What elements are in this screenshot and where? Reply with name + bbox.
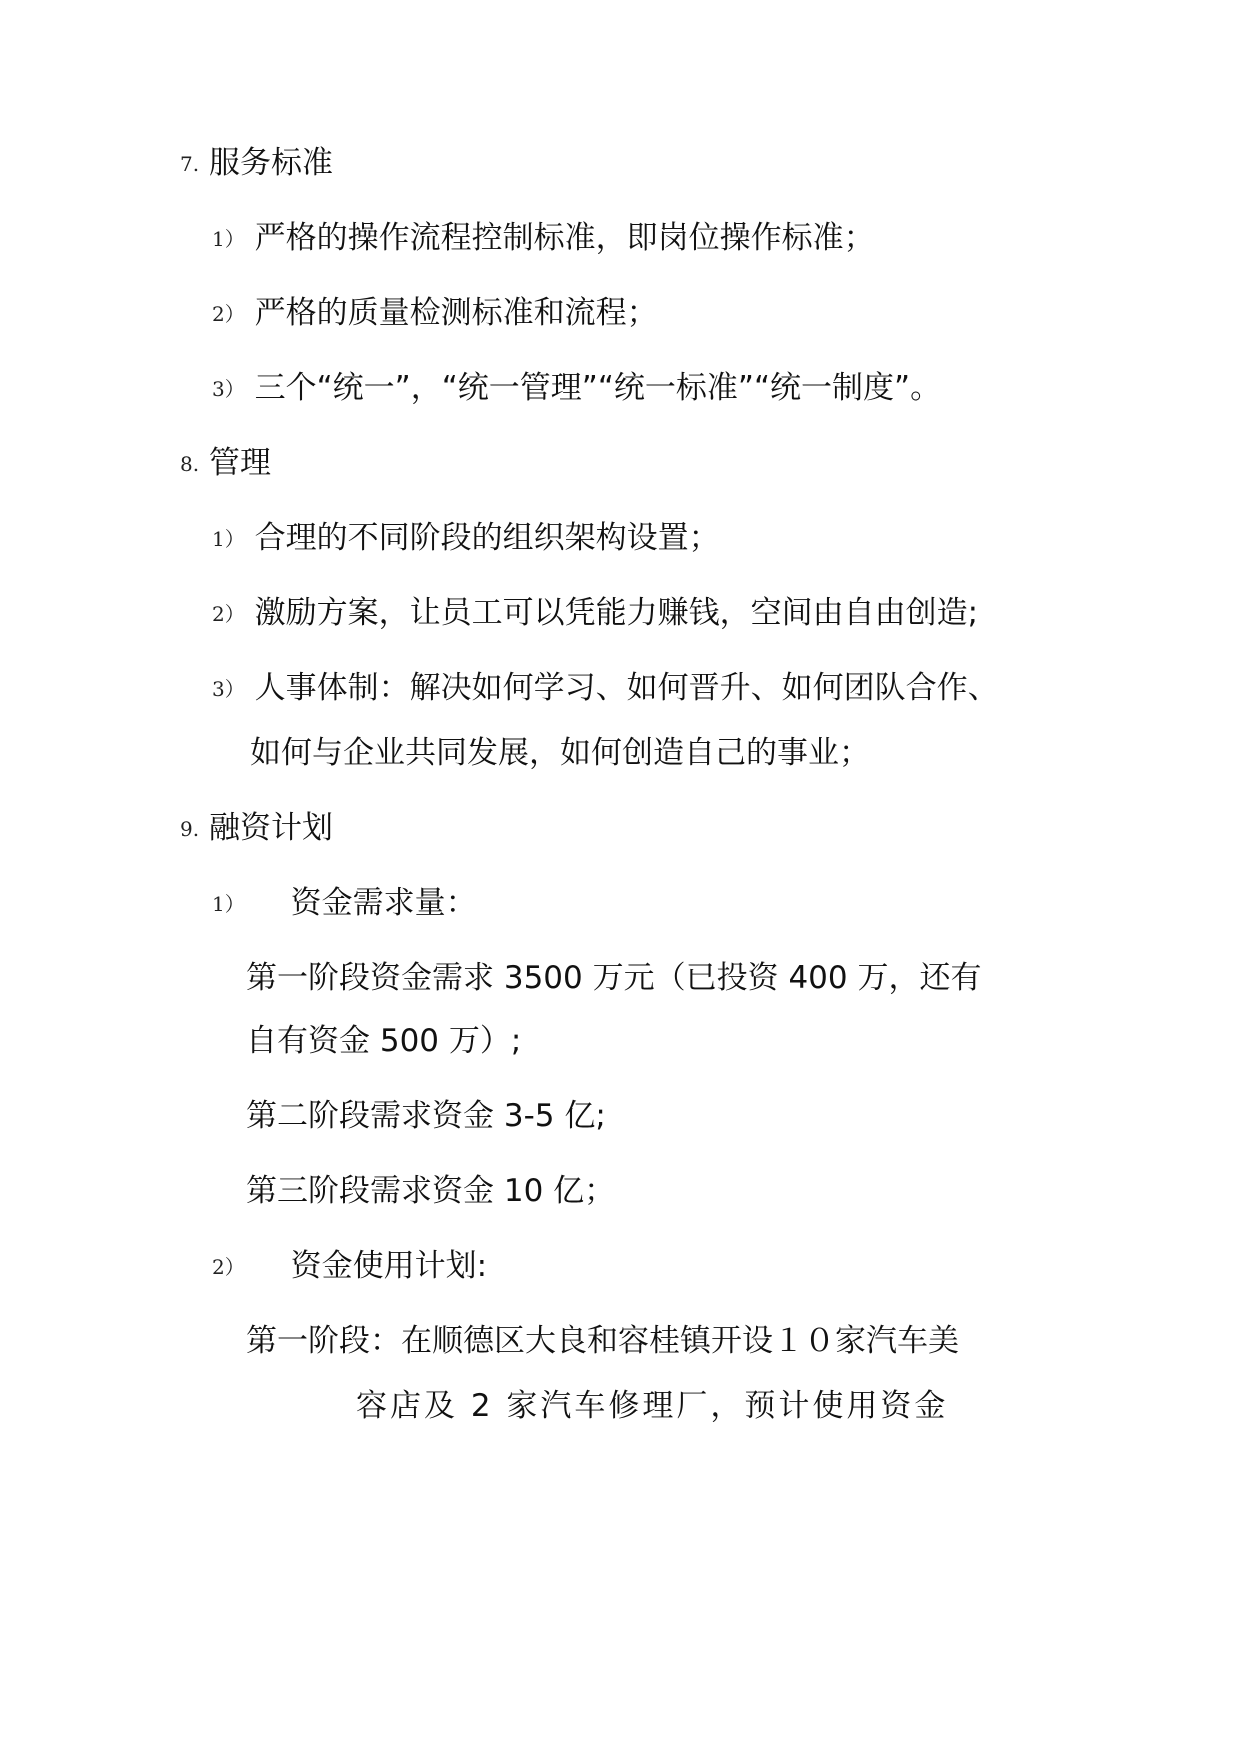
section-title: 管理: [208, 445, 271, 481]
list-item: [212, 293, 658, 334]
list-item: [212, 593, 978, 634]
list-item: [212, 218, 875, 259]
item-number: 2）: [212, 1255, 245, 1279]
list-item: [212, 668, 999, 709]
paragraph: [246, 958, 981, 998]
paragraph-text: 第二阶段需求资金 3-5 亿;: [246, 1098, 606, 1134]
item-text: 人事体制：解决如何学习、如何晋升、如何团队合作、: [254, 670, 999, 706]
section-heading: [180, 143, 333, 184]
item-number: 1）: [212, 227, 245, 251]
list-item: [212, 1246, 487, 1287]
item-number: 1）: [212, 892, 245, 916]
section-number: 9.: [180, 817, 200, 841]
section-title: 服务标准: [208, 145, 333, 181]
section-number: 7.: [180, 152, 200, 176]
list-item: [212, 883, 477, 924]
paragraph: [246, 1321, 959, 1361]
item-number: 3）: [212, 377, 245, 401]
paragraph: [356, 1386, 948, 1426]
paragraph-text: 第一阶段资金需求 3500 万元（已投资 400 万，还有: [246, 960, 982, 996]
item-text: 严格的质量检测标准和流程；: [254, 295, 658, 331]
item-text: 严格的操作流程控制标准，即岗位操作标准；: [254, 220, 875, 256]
item-number: 2）: [212, 302, 245, 326]
item-text: 资金需求量：: [290, 885, 477, 921]
item-continuation: [250, 733, 870, 773]
list-item: [212, 518, 720, 559]
section-title: 融资计划: [208, 810, 333, 846]
paragraph-text: 自有资金 500 万）;: [246, 1023, 522, 1059]
section-heading: [180, 808, 333, 849]
item-text: 三个“统一”，“统一管理”“统一标准”“统一制度”。: [254, 370, 942, 406]
paragraph-text: 第一阶段：在顺德区大良和容桂镇开设１０家汽车美: [246, 1323, 959, 1359]
item-text: 资金使用计划:: [290, 1248, 488, 1284]
item-number: 1）: [212, 527, 245, 551]
list-item: [212, 368, 941, 409]
paragraph-text: 容店及 2 家汽车修理厂，预计使用资金: [356, 1388, 949, 1424]
item-text: 激励方案，让员工可以凭能力赚钱，空间由自由创造;: [254, 595, 979, 631]
item-number: 2）: [212, 602, 245, 626]
paragraph: [246, 1021, 521, 1061]
section-number: 8.: [180, 452, 200, 476]
section-heading: [180, 443, 271, 484]
item-text: 如何与企业共同发展，如何创造自己的事业；: [250, 735, 870, 771]
paragraph: [246, 1171, 615, 1211]
paragraph: [246, 1096, 606, 1136]
paragraph-text: 第三阶段需求资金 10 亿；: [246, 1173, 616, 1209]
item-number: 3）: [212, 677, 245, 701]
item-text: 合理的不同阶段的组织架构设置；: [254, 520, 720, 556]
